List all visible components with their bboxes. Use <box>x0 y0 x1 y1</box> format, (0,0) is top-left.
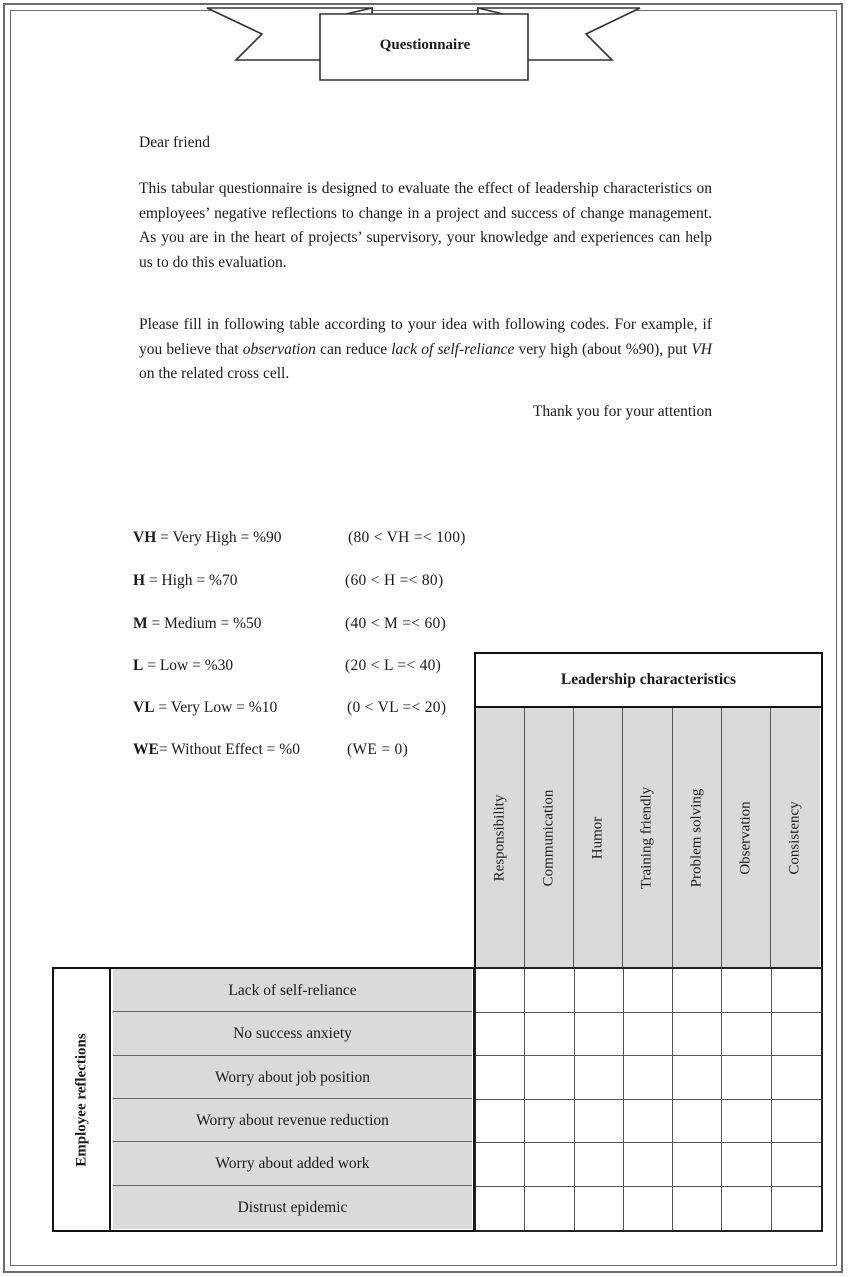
answer-cell[interactable] <box>673 1056 722 1100</box>
answer-cell[interactable] <box>624 969 673 1013</box>
row-label: Worry about job position <box>113 1056 472 1099</box>
column-header: Responsibility <box>476 708 525 967</box>
answer-cell[interactable] <box>525 1143 574 1187</box>
answer-cell[interactable] <box>722 1100 771 1144</box>
code-definition <box>133 529 282 547</box>
answer-cell[interactable] <box>772 969 821 1013</box>
answer-cell[interactable] <box>624 1056 673 1100</box>
code-range: (0 < VL =< 20) <box>347 699 447 716</box>
column-header: Training friendly <box>623 708 672 967</box>
answer-cell[interactable] <box>624 1187 673 1231</box>
answer-cell[interactable] <box>772 1187 821 1231</box>
code-range: (20 < L =< 40) <box>345 657 442 674</box>
code-description: = Medium = %50 <box>147 615 262 632</box>
code-abbreviation: L <box>133 657 144 674</box>
answer-cell[interactable] <box>476 1143 525 1187</box>
code-definition <box>133 615 262 633</box>
code-abbreviation: VL <box>133 699 155 716</box>
answer-cell[interactable] <box>575 1187 624 1231</box>
answer-cell[interactable] <box>575 1013 624 1057</box>
answer-cell[interactable] <box>722 1056 771 1100</box>
intro-paragraph: This tabular questionnaire is designed to evaluate the effect of leadership characteristics on employees’ negative reflections to change in a project and success of change management. As you are in the heart of projects’ supervisory, your knowledge and experiences can help us to do this evaluation. <box>139 180 712 271</box>
code-description: = Low = %30 <box>143 657 234 674</box>
code-description: = Very High = %90 <box>156 529 282 546</box>
answer-cell[interactable] <box>722 1013 771 1057</box>
reflections-block <box>52 967 475 1232</box>
code-range: (60 < H =< 80) <box>345 572 444 589</box>
answer-cell[interactable] <box>575 969 624 1013</box>
row-label: Lack of self-reliance <box>113 969 472 1012</box>
leadership-title: Leadership characteristics <box>476 654 821 708</box>
answer-cell[interactable] <box>772 1143 821 1187</box>
answer-cell[interactable] <box>476 1056 525 1100</box>
code-abbreviation: VH <box>133 529 157 546</box>
column-header: Observation <box>722 708 771 967</box>
code-definition <box>133 741 300 759</box>
answer-cell[interactable] <box>476 1100 525 1144</box>
row-label: Distrust epidemic <box>113 1186 472 1229</box>
column-header: Consistency <box>771 708 820 967</box>
code-description: = High = %70 <box>145 572 238 589</box>
thanks-line: Thank you for your attention <box>532 403 712 420</box>
instructions-paragraph: Please fill in following table according to your idea with following codes. For example, if you believe that observation can reduce lack of self-reliance very high (about %90), put VH on the related cross cell. <box>139 316 712 382</box>
greeting: Dear friend <box>139 134 210 151</box>
answer-cell[interactable] <box>624 1013 673 1057</box>
answer-cell[interactable] <box>772 1056 821 1100</box>
answer-cell[interactable] <box>476 1013 525 1057</box>
reflections-side-label: Employee reflections <box>54 969 111 1230</box>
answer-cell[interactable] <box>673 1187 722 1231</box>
column-header: Humor <box>574 708 623 967</box>
code-definition <box>133 572 237 590</box>
column-header: Problem solving <box>673 708 722 967</box>
answer-cell[interactable] <box>525 1100 574 1144</box>
code-description: = Very Low = %10 <box>154 699 278 716</box>
answer-cell[interactable] <box>722 969 771 1013</box>
code-abbreviation: WE <box>133 741 159 758</box>
row-label: No success anxiety <box>113 1012 472 1055</box>
code-description: = Without Effect = %0 <box>158 741 300 758</box>
answer-cell[interactable] <box>722 1187 771 1231</box>
row-label: Worry about revenue reduction <box>113 1099 472 1142</box>
row-label: Worry about added work <box>113 1142 472 1185</box>
answer-cell[interactable] <box>575 1143 624 1187</box>
code-range: (40 < M =< 60) <box>345 615 447 632</box>
answer-cell[interactable] <box>575 1056 624 1100</box>
answer-cell[interactable] <box>673 1143 722 1187</box>
code-range: (80 < VH =< 100) <box>348 529 466 546</box>
leadership-header <box>474 652 823 970</box>
banner-title: Questionnaire <box>379 37 471 53</box>
answer-grid <box>474 967 823 1232</box>
answer-cell[interactable] <box>525 969 574 1013</box>
answer-cell[interactable] <box>673 1100 722 1144</box>
answer-cell[interactable] <box>673 1013 722 1057</box>
code-range: (WE = 0) <box>347 741 409 758</box>
answer-cell[interactable] <box>722 1143 771 1187</box>
answer-cell[interactable] <box>772 1013 821 1057</box>
answer-cell[interactable] <box>624 1100 673 1144</box>
answer-cell[interactable] <box>525 1187 574 1231</box>
answer-cell[interactable] <box>476 969 525 1013</box>
code-abbreviation: M <box>133 615 148 632</box>
answer-cell[interactable] <box>624 1143 673 1187</box>
answer-cell[interactable] <box>476 1187 525 1231</box>
code-definition <box>133 699 277 717</box>
answer-cell[interactable] <box>525 1013 574 1057</box>
code-definition <box>133 657 233 675</box>
answer-cell[interactable] <box>525 1056 574 1100</box>
answer-cell[interactable] <box>772 1100 821 1144</box>
code-abbreviation: H <box>133 572 146 589</box>
answer-cell[interactable] <box>575 1100 624 1144</box>
column-header: Communication <box>525 708 574 967</box>
answer-cell[interactable] <box>673 969 722 1013</box>
